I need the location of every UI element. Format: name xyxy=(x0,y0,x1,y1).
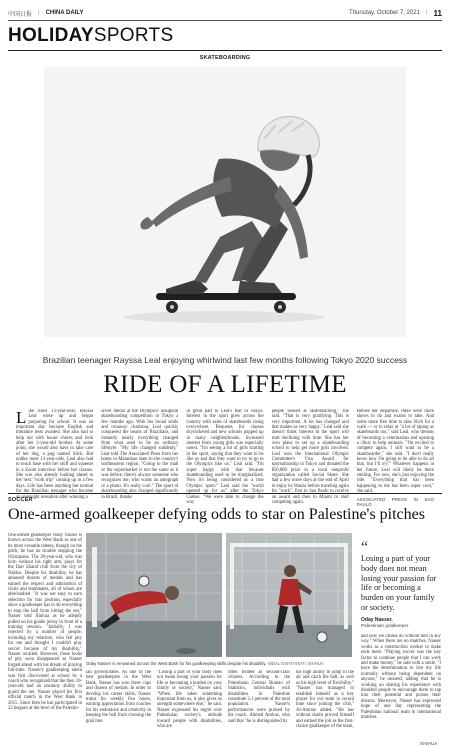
skate-col-5 xyxy=(357,409,434,511)
goalkeeper-photo-1 xyxy=(86,533,222,657)
skate-col-4: people looked at skateboarding," she said. "That is very gratifying. This is very important. A lot has changed and that makes us very happy." Leal said she doesn't think interest in the sport will start declining with time. She has her own plans to set up a skateboarding school to help get more girls involved. Leal won the International Olympic Committee's Visa Award for sportsmanship in Tokyo and donated the $50,000 prize to a local nonprofit organization called Social Skate. She had a few more days at the end of April to enjoy its Wanza before traveling again for "work", first to Sao Paulo to receive an award and then to Miami to start competing again. xyxy=(271,409,349,505)
soccer-col-5: his high ability to jump in the air and catch the ball, as well as his high level of flexibility." "Nasser has managed to establish himself as a key player for our team in record time since joining the club," Al-Amiras added. "He has without doubt proved himself and earned the job as the first-choice goalkeeper of the team, xyxy=(296,670,354,730)
goal-diving-illustration xyxy=(86,533,222,657)
skate-col-3: in great part to Leal's feat in Tokyo. Interest in the sport grew across the country with sales of skateboards rising everywhere. Requests for classes skyrocketed and new schools popped up in many neighborhoods. Increased interest from young girls was especially noted. "I'm seeing a lot of girls starting in the sport, saying that they want to be like us and that they want to try to go to the Olympics like us," Leal said. "I'm super happy with that because skateboarding used to be marginalized. Now it's being considered as a true Olympic sport." Leal said the "world opened up for us" after the Tokyo Games. "We were able to change the way xyxy=(186,409,264,505)
skater-photo xyxy=(44,67,406,337)
section-head xyxy=(8,26,173,46)
quote-role: Palestinian goalkeeper xyxy=(361,622,409,628)
quote-text: Losing a part of your body does not mean losing your passion for life or becoming a burden on your family or society. xyxy=(361,554,437,612)
skate-col5-text: Before her departure, there were more shows to do and exams to take. And some more free time to take Slick for a walk — or to relax at "a lot of taping as skateboards too," said Leal, who dreams of becoming a veterinarian and opening a clinic to help animals. "I'm excited to compete again, I still want to be a skateboarder," she said. "I don't really know how I'm going to be able to do all that, but I'll try!" Whatever happens in her future, Leal will likely be there smiling. For now, she's just enjoying the ride. "Everything that has been happening to me has been super cool," she said. xyxy=(356,409,435,495)
skate-col-2: silver medal at the Olympics' inaugural skateboarding competition in Tokyo a few months ago. With her broad smile and runaway charisma, Leal quickly conquered the hearts of Brazilians, and instantly nearly everything changed from what used to be an ordinary lifestyle. "My life changed suddenly," Leal told The Associated Press from her home in Maranhao state in the country's northeastern region. "Going to the mall or the supermarket is not the same as it was before, there's always someone who recognizes me, who wants an autograph or a photo. It's really cool." The sport of skateboarding also changed significantly in Brazil, thanks xyxy=(101,409,179,500)
soccer-headline: One-armed goalkeeper defying odds to star on Palestine's pitches xyxy=(8,506,425,523)
section-secondary: SPORTS xyxy=(93,25,174,46)
soccer-col-4: often treated as second-class citizens. According to the Palestinian Central Bureau of Statistics, individuals with disabilities in Palestine constitute 2.1 percent of the total population. Nasser's performances were praised by his coach, Ahmed Amiras, who said that "he is distinguished by xyxy=(228,670,290,724)
soccer-col6-text: and now we cannot do without him in any way." When there are no matches, Nasser works as a construction worker to make ends meet. "Playing soccer was the key factor to continue people that I can work and make money," he said with a smile. "I have the determination to live my life normally without being dependent on anyone," he insisted, adding that he is working on sharing his experience with disabled people to encourage them to tap into their potential and pursue their dreams. Moreover, Nasser has expressed hope of one day representing the Palestinian national team in international matches. xyxy=(361,634,441,721)
pull-quote xyxy=(361,539,441,628)
skater-illustration xyxy=(44,67,406,337)
masthead-left: 中国日报 | CHINA DAILY xyxy=(8,10,84,18)
quote-mark-icon: “ xyxy=(361,539,369,556)
skate-byline: ASSOCIATED PRESS IN SAO PAULO xyxy=(356,496,435,507)
soccer-col-2: ian governorates. As one of the best goalkeepers in the West Bank, Nasser has won three cups and dozens of medals. In order to develop his career skills, Nasser trains for weekly five hours, earning appreciation from coaches for his endurance and creativity in keeping the ball from crossing the goal line. xyxy=(86,670,151,724)
goalkeeper-photo-2 xyxy=(226,533,352,657)
page-number: 11 xyxy=(433,8,442,18)
masthead-date: Thursday, October 7, 2021 xyxy=(349,10,420,16)
section-primary: HOLIDAY xyxy=(8,25,94,46)
skate-col1-text: ike most 13-year-olds, Rayssa Leal woke up and began preparing for school. It was an important day because English and literature tests awaited. She also had to help out with house chores and look after her 2-year-old brother. At some point, she would also have to take care of her dog, a pug named Slick. But unlike most 13-year-olds, Leal also had to teach base with her stuff and squeeze in a Zoom interview before her classes. She was also already looking ahead to her next "work trip" coming up in a few days. Life has been anything but normal for the Brazilian teenager who became an overnight sensation after winning a xyxy=(16,409,94,500)
masthead-cjk: 中国日报 xyxy=(8,11,33,18)
skate-kicker: SKATEBOARDING xyxy=(199,55,251,61)
quote-name: Oday Nasser, xyxy=(361,616,393,623)
skate-deck: Brazilian teenager Rayssa Leal enjoying whirlwind last few months following Tokyo 2020 success xyxy=(42,355,408,365)
masthead-rule xyxy=(8,20,442,21)
soccer-col-1: One-armed goalkeeper Oday Nasser is known across the West Bank as one of its most versatile talents, though on the pitch, he has no trouble stopping the Olympians. The 20-year-old, who was born without his right arm, plays for the Dair Sharaf club from the city of Nablus. Despite his disability, he has amassed dozens of medals and has earned the respect and admiration of rivals and teammates, all of whom are able-bodied. "It was not easy to earn selection for this position, especially since a goalkeeper has to do everything to stop the ball from hitting the net," Nasser told Xinhua as he adeptly pulled on his goalie jersey in front of a training session. "Initially, I was rejected by a number of people, including my relatives, who felt pity for me and thought I couldn't play soccer because of my disability," Nasser recalled. However, those looks of pity soon disappeared as Nasser forged ahead with his dream of playing full-time. Nasser's goalkeeping talent was first discovered at school by a coach who recognized that the then 10-year-old had an uncanny ability to guard the net. Nasser played his first official match in the West Bank in 2015. Since then he has participated in 22 leagues at the level of the Palestin- xyxy=(8,533,82,711)
soccer-col-3: "Losing a part of your body does not mean losing your passion for life or becoming a burden on your family or society," Nasser said. "When life takes something important from us, it also gives us strength somewhere else," he said. Nasser expressed his regret over Palestinian society's attitude toward people with disabilities, who are xyxy=(157,670,222,730)
soccer-rule xyxy=(8,493,442,494)
skate-headline: RIDE OF A LIFETIME xyxy=(103,371,347,398)
masthead xyxy=(8,8,442,18)
skate-body xyxy=(16,409,434,511)
masthead-right: Thursday, October 7, 2021 | 11 xyxy=(349,8,442,18)
goal-standing-illustration xyxy=(226,533,352,657)
photo-credit: NIDAL ESHTAYEH / XINHUA xyxy=(267,661,324,666)
soccer-col-6 xyxy=(361,634,441,737)
skate-col-1 xyxy=(16,409,93,511)
masthead-brand: CHINA DAILY xyxy=(45,10,84,16)
soccer-byline: XINHUA xyxy=(420,741,438,746)
drop-cap: L xyxy=(16,409,27,427)
section-rule xyxy=(8,50,442,51)
caption-text: Oday Nasser is renowned across the West Bank for his goalkeeping skills despite his disability. xyxy=(86,661,267,666)
soccer-kicker: SOCCER xyxy=(8,497,33,503)
